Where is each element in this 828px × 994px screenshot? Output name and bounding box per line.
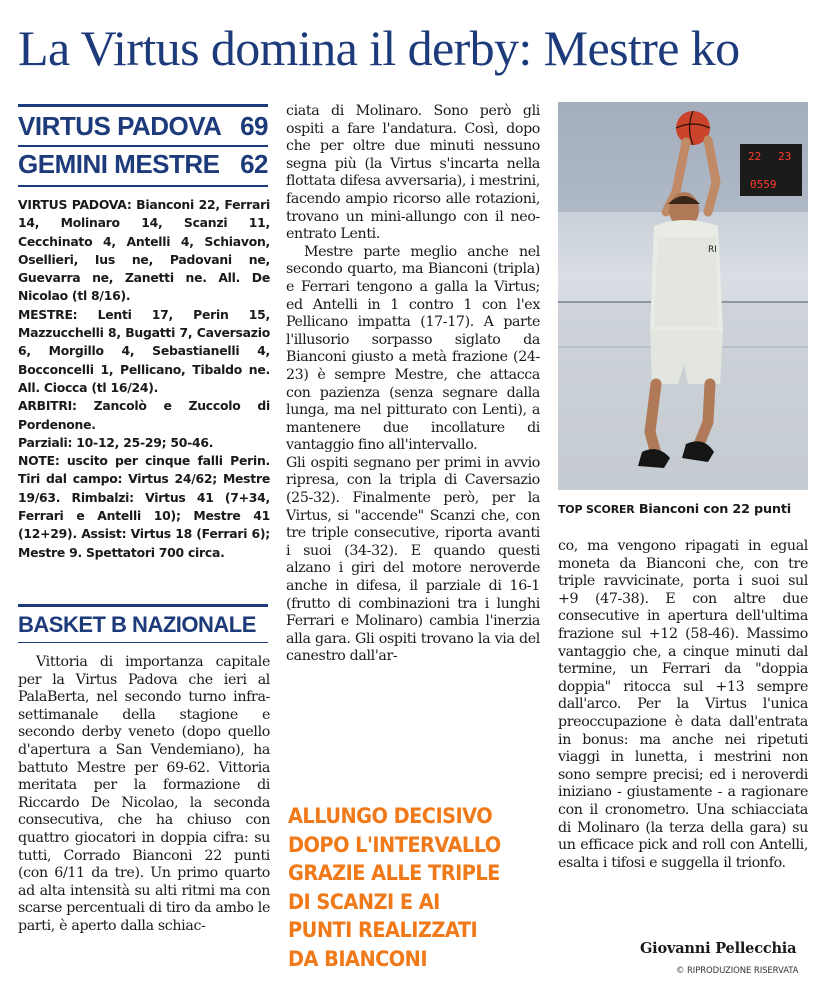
article-headline: La Virtus domina il derby: Mestre ko bbox=[18, 20, 740, 76]
copyright-notice: © RIPRODUZIONE RISERVATA bbox=[676, 966, 799, 976]
away-team-name: GEMINI MESTRE bbox=[18, 149, 220, 179]
away-team-score: 62 bbox=[240, 149, 268, 179]
article-column-1: Vittoria di importanza capitale per la Virtus Padova che ieri al PalaBerta, nel secondo turno infra-settimanale della stagione e secondo derby veneto (dopo quello d'apertura a San Vendemiano), ha battuto Mestre per 69-62. Vittoria meritata per la formazione di Riccardo De Nicolao, la seconda consecutiva, che ha chiuso con quattro giocatori in doppia cifra: su tutti, Corrado Bianconi 22 punti (con 6/11 da tre). Un primo quarto ad alta intensità su alti ritmi ma con scarse percentuali di tiro da ambo le parti, è aperto dalla schiac- bbox=[18, 654, 270, 934]
caption-text: Bianconi con 22 punti bbox=[638, 502, 791, 517]
player-photo bbox=[558, 102, 808, 490]
article-column-3: co, ma vengono ripagati in egual moneta da Bianconi che, con tre triple ravvicinate, porta i suoi sul +9 (47-38). E con altre due consecutive in apertura dell'ultima frazione sul +12 (58-46). Massimo vantaggio che, a cinque minuti dal termine, un Ferrari da "doppia doppia" ritocca sul +13 sempre dall'arco. Per la Virtus l'unica preoccupazione è data dall'entrata in bonus: ma anche nei ripetuti viaggi in lunetta, i mestrini non sono sempre precisi; ed i neroverdi iniziano - giustamente - a ragionare con il cronometro. Una schiacciata di Molinaro (la terza della gara) su un efficace pick and roll con Antelli, esalta i tifosi e suggella il trionfo. bbox=[558, 538, 808, 871]
tabellino-virtus: VIRTUS PADOVA: Bianconi 22, Ferrari 14, Molinaro 14, Scanzi 11, Cecchinato 4, Antelli 4, Schiavon, Osellieri, Ius ne, Padovani ne, Guevarra ne, Zanetti ne. All. De Nicolao (tl 8/16). bbox=[18, 197, 270, 304]
article-paragraph: Gli ospiti segnano per primi in avvio ripresa, con la tripla di Caversazio (25-32). Finalmente però, per la Virtus, si "accende" Scanzi che, con tre triple consecutive, riporta avanti i suoi (34-32). E quando questi alzano i giri del motore neroverde anche in difesa, il parziale di 16-1 (frutto di combinazioni tra i lunghi Ferrari e Molinaro) cambia l'inerzia alla gara. Gli ospiti trovano la via del canestro dall'ar- bbox=[286, 454, 540, 665]
article-column-2 bbox=[286, 103, 540, 666]
scoreboard-away-digits: 23 bbox=[778, 150, 792, 163]
box-score-details bbox=[18, 196, 270, 562]
jersey-text: RI bbox=[708, 245, 717, 255]
article-paragraph: ciata di Molinaro. Sono però gli ospiti a fare l'andatura. Così, dopo che per oltre due minuti nessuno segna più (la Virtus s'incarta nella flottata difesa avversaria), i mestrini, facendo ampio ricorso alle rotazioni, trovano un mini-allungo con il neo-entrato Lenti. bbox=[286, 103, 540, 243]
article-paragraph: Mestre parte meglio anche nel secondo quarto, ma Bianconi (tripla) e Ferrari tengono a galla la Virtus; ed Antelli in 1 contro 1 con l'ex Pellicano impatta (17-17). A parte l'illusorio sorpasso siglato da Bianconi giusto a metà frazione (24-23) è sempre Mestre, che attacca con pazienza (senza segnare dalla lunga, ma nel pitturato con Lenti), a mantenere due incollature di vantaggio fino all'intervallo. bbox=[286, 243, 540, 454]
section-label: BASKET B NAZIONALE bbox=[18, 604, 268, 643]
tabellino-parziali: Parziali: 10-12, 25-29; 50-46. bbox=[18, 434, 214, 450]
scoreboard-clock-digits: 0559 bbox=[750, 178, 777, 191]
scoreboard-home-digits: 22 bbox=[748, 150, 762, 163]
home-team-name: VIRTUS PADOVA bbox=[18, 111, 222, 141]
home-team-score: 69 bbox=[240, 111, 268, 141]
tabellino-arbitri: ARBITRI: Zancolò e Zuccolo di Pordenone. bbox=[18, 398, 270, 432]
caption-tag: TOP SCORER bbox=[558, 503, 635, 516]
away-team-score-row bbox=[18, 145, 268, 187]
pull-quote: ALLUNGO DECISIVO DOPO L'INTERVALLO GRAZIE ALLE TRIPLE DI SCANZI E AI PUNTI REALIZZATI DA BIANCONI bbox=[288, 804, 501, 972]
tabellino-note: NOTE: uscito per cinque falli Perin. Tiri dal campo: Virtus 24/62; Mestre 19/63. Rimbalzi: Virtus 41 (7+34, Ferrari e Antelli 10); Mestre 41 (12+29). Assist: Virtus 18 (Ferrari 6); Mestre 9. Spettatori 700 circa. bbox=[18, 453, 270, 560]
home-team-score-row bbox=[18, 104, 268, 143]
author-byline: Giovanni Pellecchia bbox=[640, 940, 797, 957]
final-score-box bbox=[18, 104, 268, 187]
photo-caption bbox=[558, 502, 810, 517]
player-jumpshot-image bbox=[558, 102, 808, 490]
tabellino-mestre: MESTRE: Lenti 17, Perin 15, Mazzucchelli 8, Bugatti 7, Caversazio 6, Morgillo 4, Sebastianelli 4, Bocconcelli 1, Pellicano, Tibaldo ne. All. Ciocca (tl 16/24). bbox=[18, 306, 270, 395]
